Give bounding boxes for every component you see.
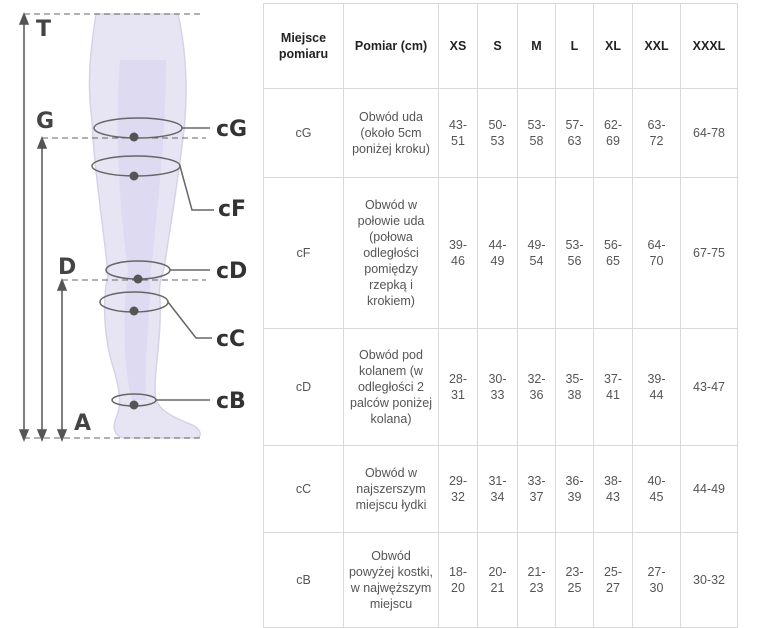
value-text: 23-25	[565, 565, 584, 595]
size-value	[518, 89, 556, 178]
label-G: G	[36, 109, 55, 134]
value-text: 27-30	[647, 565, 666, 595]
header-row	[264, 4, 738, 89]
size-value	[594, 178, 633, 329]
size-value	[556, 329, 594, 446]
header-size-l: L	[556, 4, 594, 89]
size-value	[633, 89, 681, 178]
table-row	[264, 178, 738, 329]
value-text: 38-43	[603, 474, 623, 504]
value-text: 20-21	[488, 565, 507, 595]
label-cF: cF	[218, 197, 247, 222]
size-value	[478, 178, 518, 329]
size-value: 44-49	[681, 446, 738, 533]
size-value	[439, 89, 478, 178]
size-value: 67-75	[681, 178, 738, 329]
table-row	[264, 329, 738, 446]
size-value	[478, 329, 518, 446]
value-text: 40-45	[647, 474, 666, 504]
value-text: 44-49	[488, 238, 507, 268]
table-row	[264, 446, 738, 533]
label-D: D	[58, 255, 77, 280]
size-value	[556, 446, 594, 533]
row-code: cD	[264, 329, 344, 446]
header-size-xxl: XXL	[633, 4, 681, 89]
size-value	[518, 178, 556, 329]
header-place: Miejsce pomiaru	[264, 4, 344, 89]
row-description: Obwód powyżej kostki, w najwęższym miejscu	[344, 533, 439, 628]
value-text: 18-20	[448, 565, 468, 595]
value-text: 57-63	[565, 118, 584, 148]
size-value	[594, 329, 633, 446]
value-text: 56-65	[603, 238, 623, 268]
header-size-xl: XL	[594, 4, 633, 89]
header-measure: Pomiar (cm)	[344, 4, 439, 89]
size-value	[518, 446, 556, 533]
size-value	[594, 89, 633, 178]
header-size-s: S	[478, 4, 518, 89]
value-text: 37-41	[603, 372, 623, 402]
label-cG: cG	[216, 117, 248, 142]
value-text: 39-44	[647, 372, 666, 402]
size-value	[478, 89, 518, 178]
label-A: A	[74, 411, 92, 436]
value-text: 62-69	[603, 118, 623, 148]
table-row	[264, 89, 738, 178]
row-code: cB	[264, 533, 344, 628]
value-text: 33-37	[527, 474, 546, 504]
size-value	[556, 533, 594, 628]
value-text: 63-72	[647, 118, 666, 148]
value-text: 64-70	[647, 238, 666, 268]
size-value	[633, 533, 681, 628]
value-text: 35-38	[565, 372, 584, 402]
row-code: cG	[264, 89, 344, 178]
size-value	[439, 178, 478, 329]
size-value	[556, 89, 594, 178]
value-text: 30-33	[488, 372, 507, 402]
value-text: 28-31	[448, 372, 468, 402]
value-text: 32-36	[527, 372, 546, 402]
size-value	[594, 446, 633, 533]
size-value	[556, 178, 594, 329]
label-cB: cB	[216, 389, 246, 414]
row-description: Obwód uda (około 5cm poniżej kroku)	[344, 89, 439, 178]
value-text: 39-46	[448, 238, 468, 268]
size-value	[633, 178, 681, 329]
row-description: Obwód w połowie uda (połowa odległości pomiędzy rzepką i krokiem)	[344, 178, 439, 329]
size-value	[633, 446, 681, 533]
size-value	[478, 446, 518, 533]
value-text: 29-32	[448, 474, 468, 504]
label-cD: cD	[216, 259, 248, 284]
size-value	[594, 533, 633, 628]
table-row	[264, 533, 738, 628]
value-text: 43-51	[448, 118, 468, 148]
size-value	[478, 533, 518, 628]
size-table	[263, 3, 738, 628]
header-size-xxxl: XXXL	[681, 4, 738, 89]
height-arrows	[20, 14, 66, 440]
header-size-m: M	[518, 4, 556, 89]
label-cC: cC	[216, 327, 246, 352]
size-value	[518, 533, 556, 628]
label-T: T	[36, 17, 52, 42]
size-value	[439, 446, 478, 533]
size-value	[633, 329, 681, 446]
value-text: 25-27	[603, 565, 623, 595]
size-value: 30-32	[681, 533, 738, 628]
size-value	[518, 329, 556, 446]
size-value: 43-47	[681, 329, 738, 446]
row-description: Obwód w najszerszym miejscu łydki	[344, 446, 439, 533]
size-value	[439, 329, 478, 446]
row-code: cC	[264, 446, 344, 533]
size-value	[439, 533, 478, 628]
leg-measurement-diagram	[0, 0, 262, 618]
value-text: 49-54	[527, 238, 546, 268]
value-text: 53-58	[527, 118, 546, 148]
row-description: Obwód pod kolanem (w odległości 2 palców poniżej kolana)	[344, 329, 439, 446]
value-text: 53-56	[565, 238, 584, 268]
row-code: cF	[264, 178, 344, 329]
size-value: 64-78	[681, 89, 738, 178]
value-text: 36-39	[565, 474, 584, 504]
value-text: 21-23	[527, 565, 546, 595]
value-text: 31-34	[488, 474, 507, 504]
value-text: 50-53	[488, 118, 507, 148]
header-size-xs: XS	[439, 4, 478, 89]
